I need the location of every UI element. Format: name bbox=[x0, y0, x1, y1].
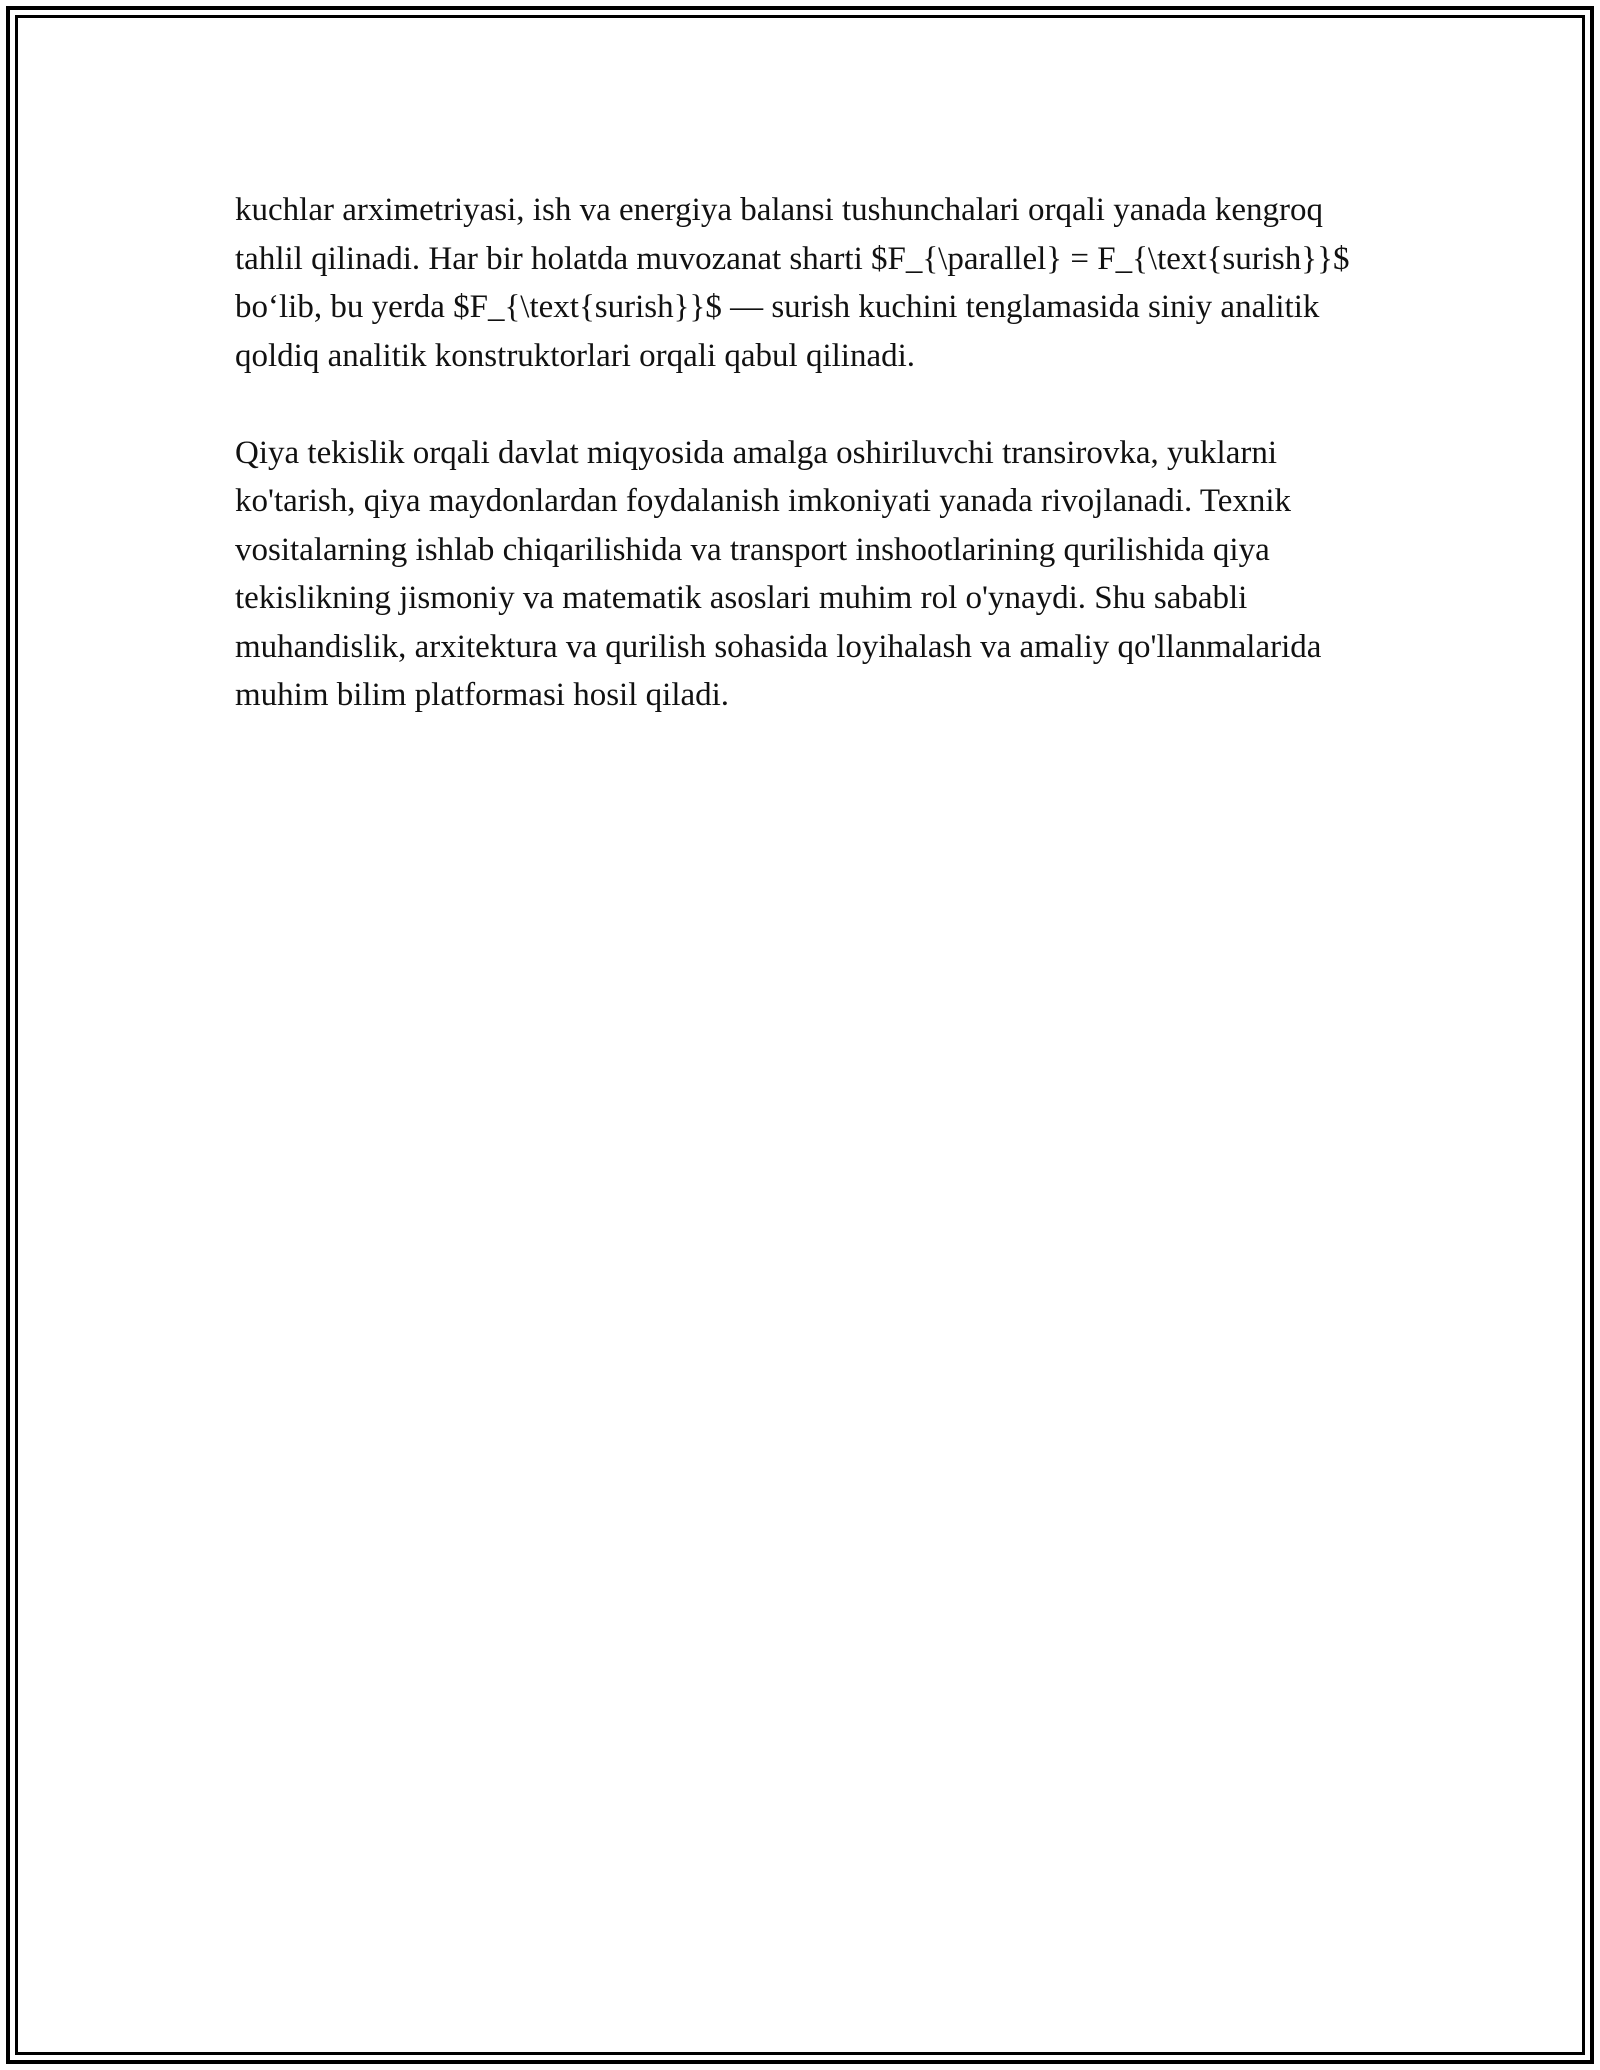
paragraph-1: kuchlar arximetriyasi, ish va energiya balansi tushunchalari orqali yanada kengroq tahlil qilinadi. Har bir holatda muvozanat sharti $F_{\parallel} = F_{\text{surish}}$ bo‘lib, bu yerda $F_{\text{surish}}$ — surish kuchini tenglamasida siniy analitik qoldiq analitik konstruktorlari orqali qabul qilinadi. bbox=[235, 192, 1350, 374]
document-body bbox=[235, 186, 1375, 768]
paragraph-2: Qiya tekislik orqali davlat miqyosida amalga oshiriluvchi transirovka, yuklarni ko'tarish, qiya maydonlardan foydalanish imkoniyati yanada rivojlanadi. Texnik vositalarning ishlab chiqarilishida va transport inshootlarining qurilishida qiya tekislikning jismoniy va matematik asoslari muhim rol o'ynaydi. Shu sababli muhandislik, arxitektura va qurilish sohasida loyihalash va amaliy qo'llanmalarida muhim bilim platformasi hosil qiladi. bbox=[235, 434, 1322, 713]
